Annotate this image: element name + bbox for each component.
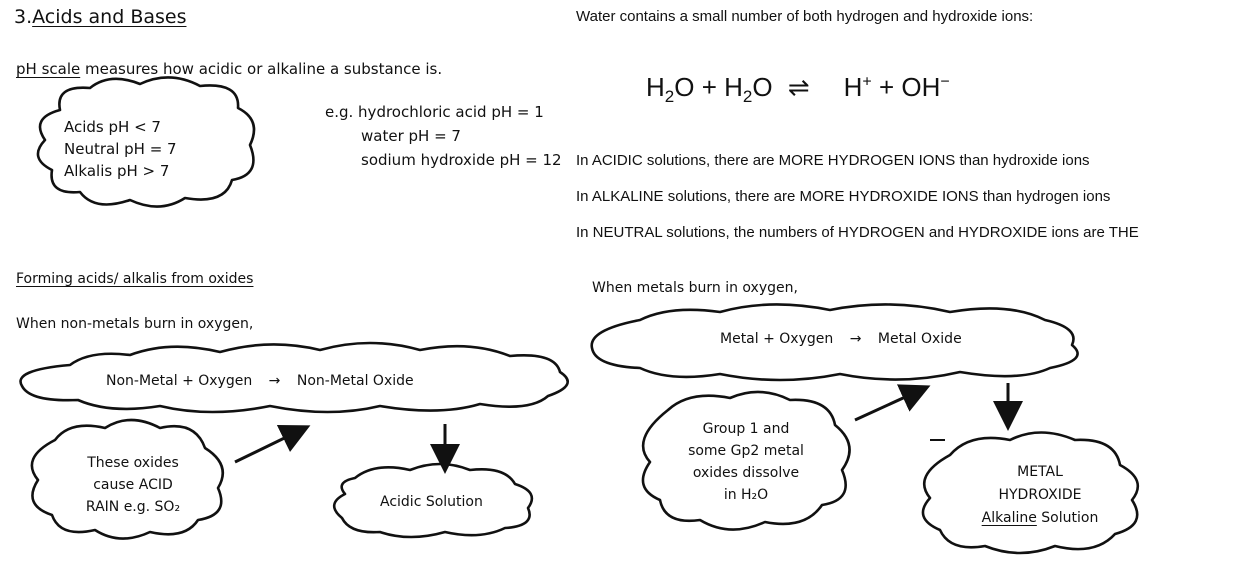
metal-result-line-2: HYDROXIDE — [998, 487, 1082, 503]
acid-rain-line-2: cause ACID — [93, 477, 173, 493]
group-line-2: some Gp2 metal — [688, 443, 804, 459]
example-naoh: sodium hydroxide pH = 12 — [361, 151, 562, 169]
heading-number: 3. — [14, 6, 33, 28]
heading-title: Acids and Bases — [32, 6, 187, 28]
eq-h-charge: + — [862, 73, 872, 91]
eq-oh: + OH — [871, 72, 941, 102]
metal-equation — [720, 331, 962, 347]
eq-equilibrium-icon: ⇌ — [787, 72, 810, 102]
ph-acids-line: Acids pH < 7 — [64, 118, 161, 136]
nonmetal-eq-arrow: → — [268, 373, 281, 389]
group-line-1: Group 1 and — [702, 421, 790, 437]
nonmetal-eq-right: Non-Metal Oxide — [296, 373, 414, 389]
eq-o-plus-h: O + H — [674, 72, 743, 102]
alkaline-word: Alkaline — [981, 510, 1037, 526]
solution-word: Solution — [1036, 510, 1099, 526]
metal-eq-right: Metal Oxide — [877, 331, 962, 347]
eq-h-ion: H — [843, 72, 863, 102]
ph-scale-rest: measures how acidic or alkaline a substance is. — [80, 60, 443, 78]
alkaline-solution-line — [965, 507, 1115, 530]
eq-h-1: H — [646, 72, 665, 102]
acidic-solution-label: Acidic Solution — [380, 494, 483, 510]
eq-sub-1: 2 — [664, 87, 675, 107]
metal-intro: When metals burn in oxygen, — [592, 280, 798, 296]
example-hcl: e.g. hydrochloric acid pH = 1 — [325, 103, 544, 121]
nonmetal-eq-left: Non-Metal + Oxygen — [106, 373, 253, 389]
statement-neutral: In NEUTRAL solutions, the numbers of HYDROGEN and HYDROXIDE ions are THE — [576, 224, 1139, 241]
oxides-heading: Forming acids/ alkalis from oxides — [16, 271, 254, 287]
metal-eq-left: Metal + Oxygen — [720, 331, 834, 347]
group-arrow — [855, 388, 925, 420]
nonmetal-intro: When non-metals burn in oxygen, — [16, 316, 254, 332]
water-intro: Water contains a small number of both hydrogen and hydroxide ions: — [576, 8, 1034, 25]
ph-neutral-line: Neutral pH = 7 — [64, 140, 177, 158]
eq-o-2: O — [752, 72, 773, 102]
water-equation — [646, 72, 950, 107]
group-line-3: oxides dissolve — [692, 465, 800, 481]
ph-alkalis-line: Alkalis pH > 7 — [64, 162, 170, 180]
page-heading — [14, 6, 186, 28]
group-cloud-text — [668, 418, 824, 506]
ph-examples — [325, 100, 562, 172]
eq-sub-2: 2 — [742, 87, 753, 107]
ph-scale-sentence — [16, 60, 442, 78]
ph-cloud-text — [64, 116, 177, 182]
statement-alkaline: In ALKALINE solutions, there are MORE HYDROXIDE IONS than hydrogen ions — [576, 188, 1111, 205]
acid-rain-line-1: These oxides — [87, 455, 179, 471]
metal-result-line-1: METAL — [1017, 464, 1063, 480]
acid-rain-arrow — [235, 428, 305, 462]
group-line-4: in H₂O — [723, 487, 769, 503]
statement-acidic: In ACIDIC solutions, there are MORE HYDROGEN IONS than hydroxide ions — [576, 152, 1090, 169]
acid-rain-text — [58, 452, 208, 518]
eq-oh-charge: − — [940, 73, 950, 91]
nonmetal-equation — [106, 373, 414, 389]
acid-rain-line-3: RAIN e.g. SO₂ — [85, 499, 181, 515]
ph-scale-term: pH scale — [16, 60, 81, 78]
metal-hydroxide-text — [965, 461, 1115, 530]
metal-eq-arrow: → — [849, 331, 862, 347]
example-water: water pH = 7 — [361, 127, 461, 145]
